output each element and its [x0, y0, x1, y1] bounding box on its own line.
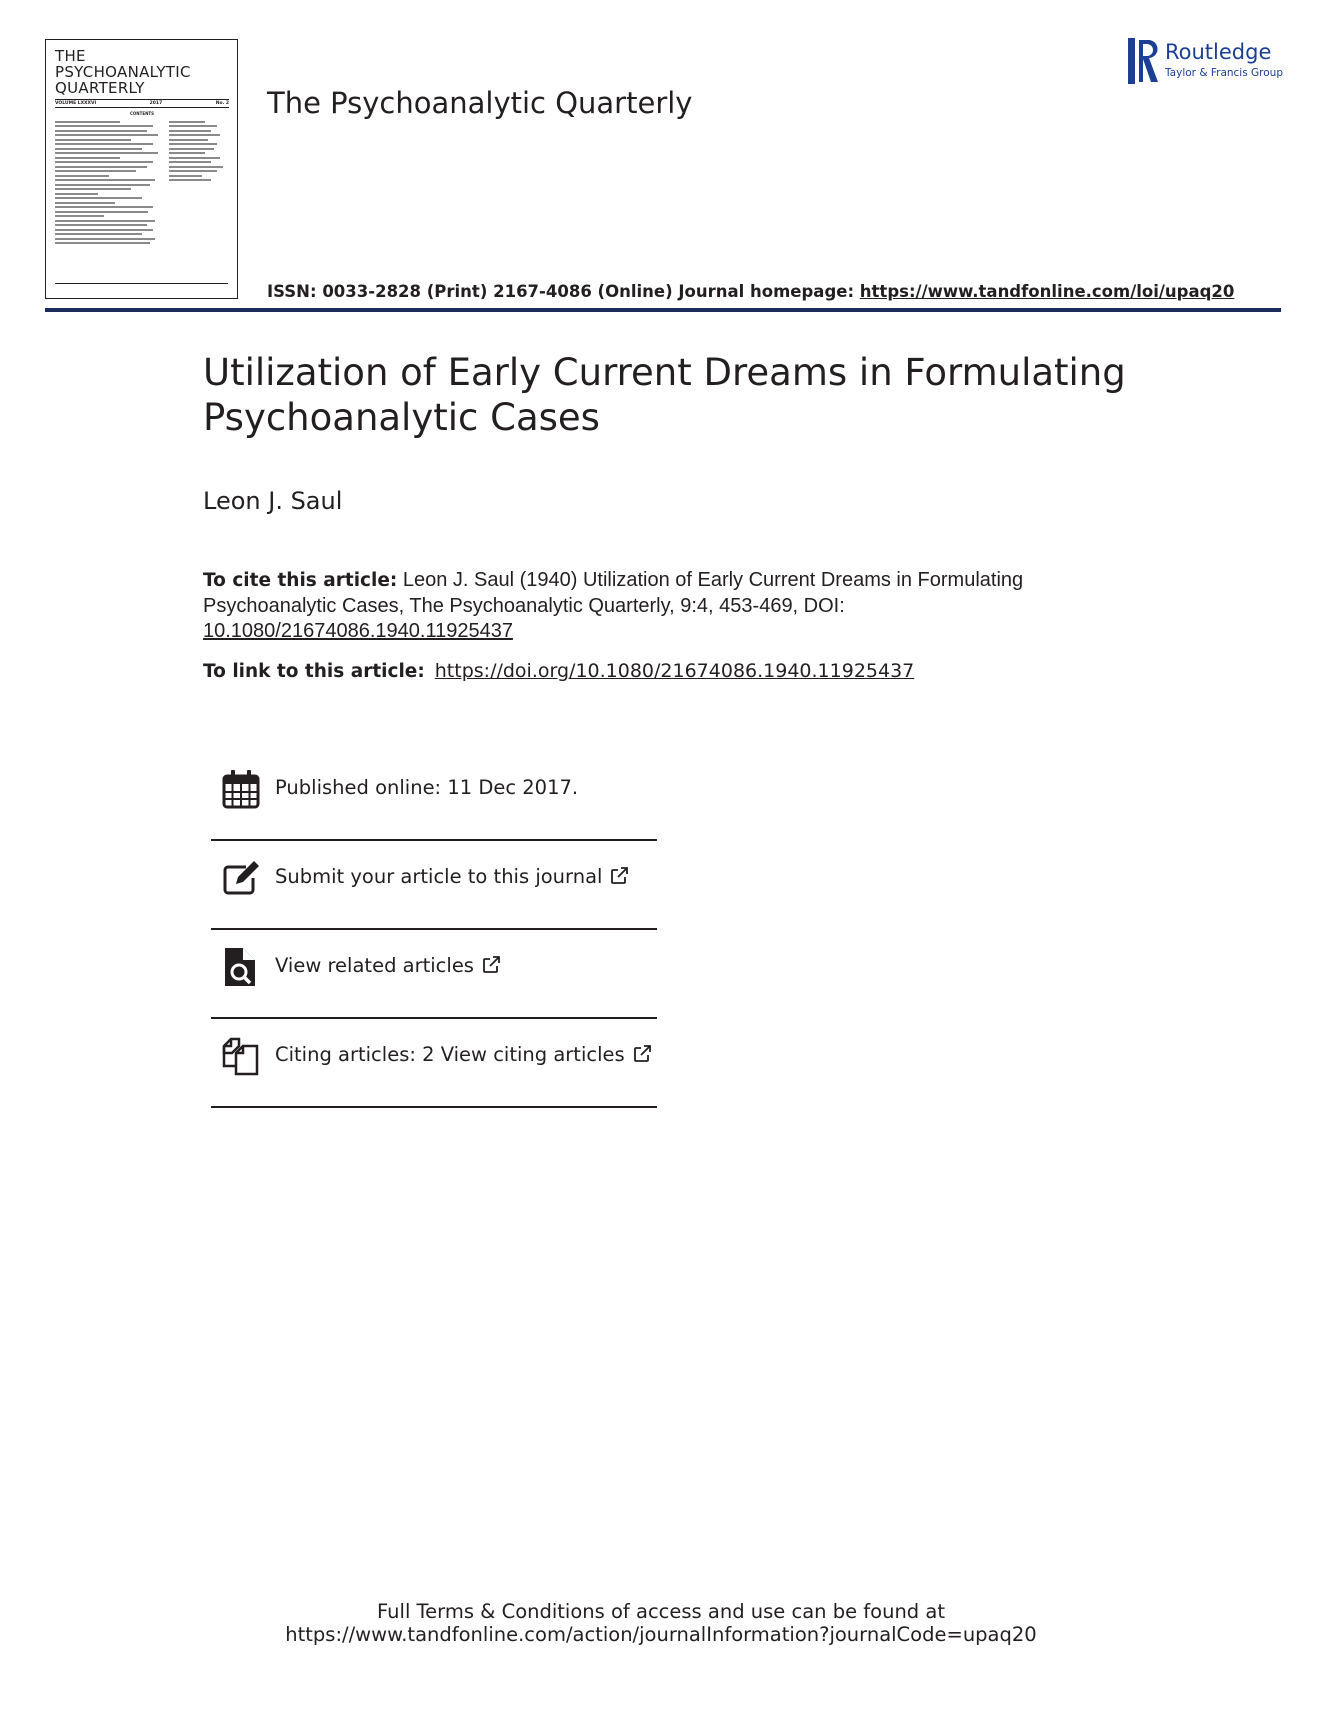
cover-number: No. 2: [215, 101, 229, 106]
link-label: To link to this article:: [203, 661, 425, 682]
submit-article-row[interactable]: [211, 841, 657, 930]
related-articles-link[interactable]: [275, 954, 500, 977]
routledge-emblem-icon: [1128, 38, 1159, 84]
submit-article-link[interactable]: [275, 865, 628, 888]
external-link-icon: [633, 1045, 651, 1063]
doi-link[interactable]: 10.1080/21674086.1940.11925437: [203, 620, 513, 642]
article-info-list: [211, 752, 657, 1108]
cite-text: Leon J. Saul (1940) Utilization of Early Current Dreams in Formulating Psychoanalytic Cases, The Psychoanalytic Quarterly, 9:4, 453-469, DOI:: [203, 569, 1024, 617]
cover-contents-label: CONTENTS: [129, 111, 155, 116]
citing-articles-row[interactable]: [211, 1019, 657, 1108]
cover-volume-bar: [55, 99, 229, 108]
journal-cover-thumbnail: [45, 39, 238, 299]
citing-articles-link[interactable]: [275, 1043, 651, 1066]
routledge-logo[interactable]: [1128, 38, 1290, 84]
journal-name: The Psychoanalytic Quarterly: [267, 86, 693, 120]
copy-documents-icon: [222, 1036, 260, 1076]
citing-articles-label: Citing articles: 2 View citing articles: [275, 1043, 625, 1066]
publisher-group: Taylor & Francis Group: [1165, 67, 1283, 79]
submit-article-label: Submit your article to this journal: [275, 865, 603, 888]
edit-icon: [222, 858, 260, 898]
cover-contents-list: [55, 118, 229, 247]
terms-footer: [0, 1600, 1322, 1646]
article-url-link[interactable]: https://doi.org/10.1080/21674086.1940.11925437: [434, 660, 915, 682]
cover-title-line: PSYCHOANALYTIC: [55, 63, 191, 81]
related-articles-row[interactable]: [211, 930, 657, 1019]
journal-homepage-link[interactable]: https://www.tandfonline.com/loi/upaq20: [859, 282, 1235, 301]
issn-text: ISSN: 0033-2828 (Print) 2167-4086 (Online) Journal homepage:: [267, 282, 860, 301]
terms-footer-url[interactable]: https://www.tandfonline.com/action/journalInformation?journalCode=upaq20: [285, 1623, 1037, 1646]
search-document-icon: [222, 947, 260, 987]
cover-footer-rule: [55, 283, 228, 290]
header-divider: [45, 308, 1281, 312]
external-link-icon: [610, 867, 628, 885]
cover-year: 2017: [149, 101, 163, 106]
publisher-name: Routledge: [1165, 40, 1272, 64]
article-link-line: [203, 660, 914, 682]
article-title-line: Psychoanalytic Cases: [203, 396, 600, 439]
terms-footer-text: Full Terms & Conditions of access and use can be found at: [377, 1600, 945, 1623]
external-link-icon: [482, 956, 500, 974]
calendar-icon: [222, 769, 260, 809]
related-articles-label: View related articles: [275, 954, 474, 977]
published-online-text: Published online: 11 Dec 2017.: [275, 776, 579, 799]
article-title-line: Utilization of Early Current Dreams in Formulating: [203, 351, 1126, 394]
citation-block: [203, 568, 1043, 645]
cover-title-line: THE: [55, 47, 86, 65]
published-online-row: [211, 752, 657, 841]
cover-title-line: QUARTERLY: [55, 79, 145, 97]
cite-label: To cite this article:: [203, 570, 398, 591]
article-author: Leon J. Saul: [203, 487, 343, 515]
issn-line: [267, 282, 1234, 301]
cover-volume: VOLUME LXXXVI: [55, 101, 97, 106]
article-title: [203, 350, 1163, 440]
